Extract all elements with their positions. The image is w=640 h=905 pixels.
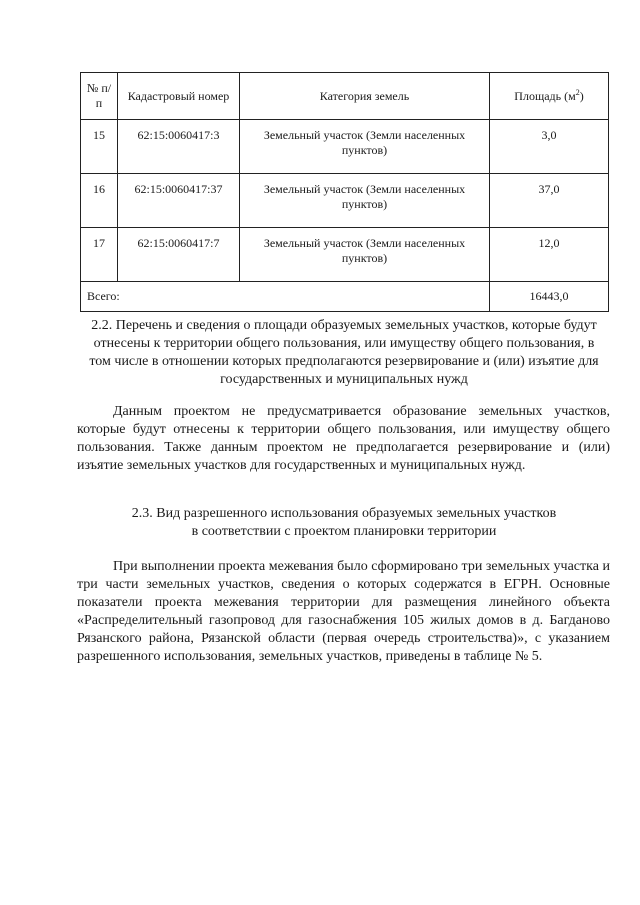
section-2-3-heading bbox=[80, 505, 608, 541]
total-label: Всего: bbox=[81, 282, 490, 312]
header-category: Категория земель bbox=[240, 73, 490, 120]
header-area-text: Площадь (м bbox=[514, 88, 576, 103]
table-total-row bbox=[81, 282, 609, 312]
row-category: Земельный участок (Земли населенных пунктов) bbox=[240, 174, 490, 228]
row-area: 12,0 bbox=[490, 228, 609, 282]
section-2-2-paragraph: Данным проектом не предусматривается образование земельных участков, которые будут отнесены к территории общего пользования, или имуществу общего пользования. Также данным проектом не предполагается резервирование и (или) изъятие земельных участков для государственных и муниципальных нужд. bbox=[77, 404, 610, 473]
row-area: 37,0 bbox=[490, 174, 609, 228]
table-row bbox=[81, 174, 609, 228]
header-area-sup: 2 bbox=[575, 87, 580, 97]
row-num: 17 bbox=[81, 228, 118, 282]
total-value: 16443,0 bbox=[490, 282, 609, 312]
section-2-3-paragraph: При выполнении проекта межевания было сформировано три земельных участка и три части земельных участков, сведения о которых содержатся в ЕГРН. Основные показатели проекта межевания территории для размещения линейного объекта «Распределительный газопровод для газоснабжения 105 жилых домов в д. Багданово Рязанского района, Рязанской области (первая очередь строительства)», с указанием разрешенного использования, земельных участков, приведены в таблице № 5. bbox=[77, 559, 610, 664]
land-plots-table bbox=[80, 72, 609, 312]
row-num: 15 bbox=[81, 120, 118, 174]
row-cadastral: 62:15:0060417:37 bbox=[118, 174, 240, 228]
header-cadastral: Кадастровый номер bbox=[118, 73, 240, 120]
table-row bbox=[81, 228, 609, 282]
header-area-close: ) bbox=[579, 88, 584, 103]
row-area: 3,0 bbox=[490, 120, 609, 174]
row-num: 16 bbox=[81, 174, 118, 228]
header-num: № п/п bbox=[81, 73, 118, 120]
table-header-row bbox=[81, 73, 609, 120]
section-2-2-heading: 2.2. Перечень и сведения о площади образуемых земельных участков, которые будут отнесены к территории общего пользования, или имуществу общего пользования, в том числе в отношении которых предполагаются резервирование и (или) изъятие для государственных и муниципальных нужд bbox=[89, 318, 599, 387]
row-category: Земельный участок (Земли населенных пунктов) bbox=[240, 120, 490, 174]
section-2-3-heading-line2: в соответствии с проектом планировки территории bbox=[191, 524, 497, 539]
row-category: Земельный участок (Земли населенных пунктов) bbox=[240, 228, 490, 282]
row-cadastral: 62:15:0060417:7 bbox=[118, 228, 240, 282]
table-row bbox=[81, 120, 609, 174]
header-area bbox=[490, 73, 609, 120]
section-2-3-heading-line1: 2.3. Вид разрешенного использования образуемых земельных участков bbox=[131, 506, 557, 521]
row-cadastral: 62:15:0060417:3 bbox=[118, 120, 240, 174]
